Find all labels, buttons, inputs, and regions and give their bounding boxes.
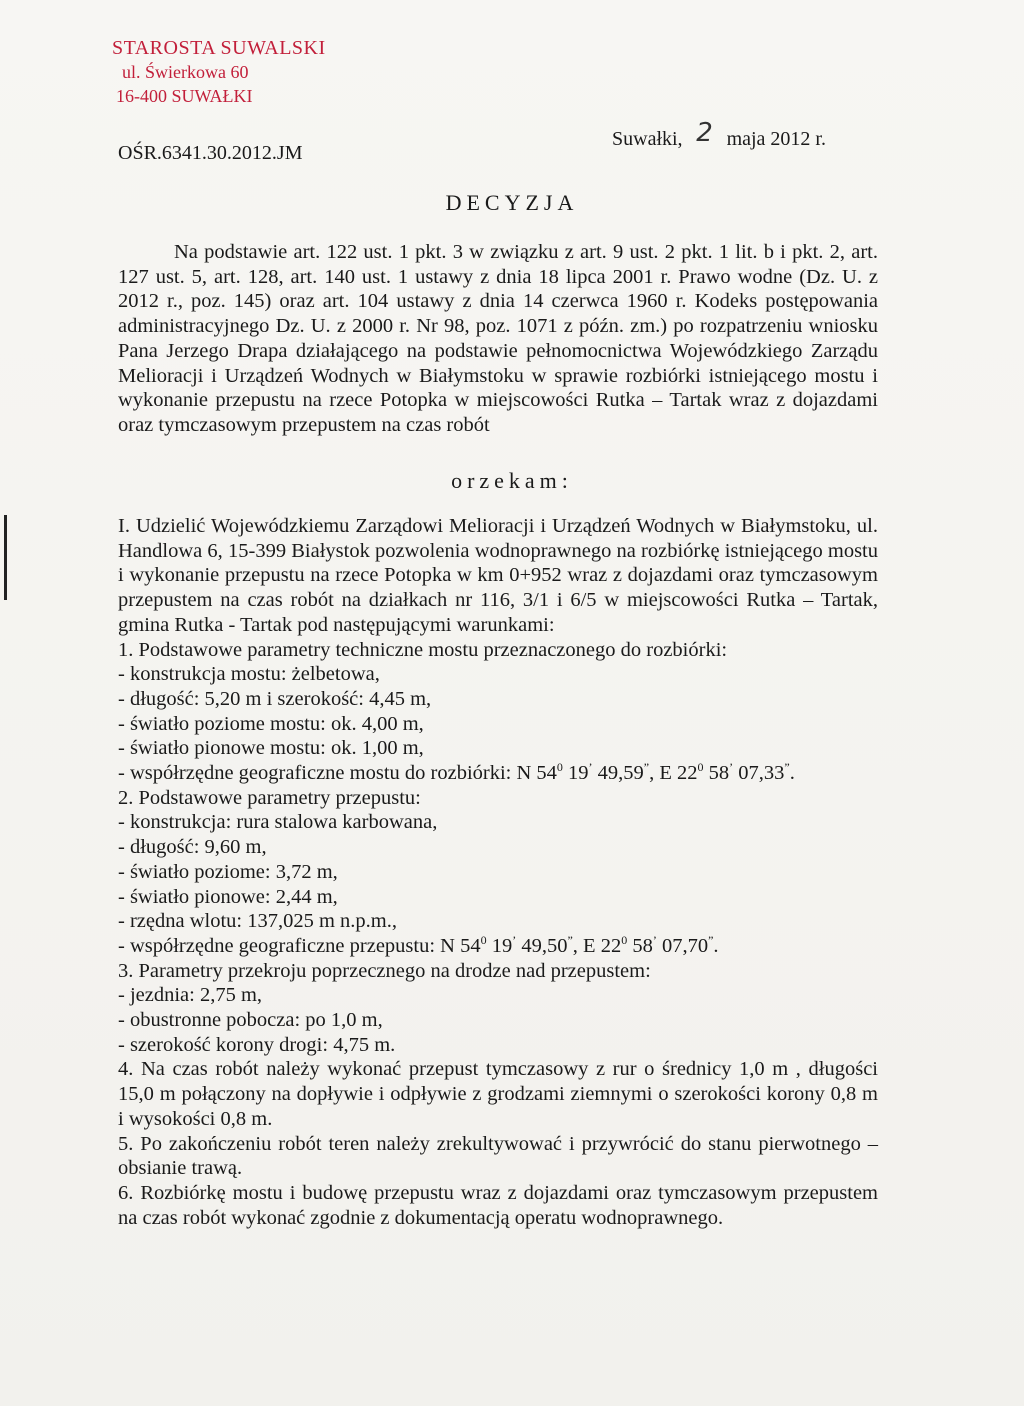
point-5: 5. Po zakończeniu robót teren należy zrekultywować i przywrócić do stanu pierwotnego – obsianie trawą. — [118, 1132, 878, 1180]
point-6: 6. Rozbiórkę mostu i budowę przepustu wraz z dojazdami oraz tymczasowym przepustem na czas robót wykonać zgodnie z dokumentacją operatu wodnoprawnego. — [118, 1181, 878, 1229]
p1-heading: 1. Podstawowe parametry techniczne mostu przeznaczonego do rozbiórki: — [118, 638, 728, 661]
ruling-body — [118, 514, 878, 1230]
section-1: I. Udzielić Wojewódzkiemu Zarządowi Melioracji i Urządzeń Wodnych w Białymstoku, ul. Handlowa 6, 15-399 Białystok pozwolenia wodnoprawnego na rozbiórkę istniejącego mostu i wykonanie przepustu na rzece Potopka w km 0+952 wraz z dojazdami oraz tymczasowym przepustem na czas robót na działkach nr 116, 3/1 i 6/5 w miejscowości Rutka – Tartak, gmina Rutka - Tartak pod następującymi warunkami: — [118, 515, 878, 636]
p1-item: - długość: 5,20 m i szerokość: 4,45 m, — [118, 687, 432, 710]
month-year: maja 2012 r. — [726, 128, 826, 150]
stamp-line-3: 16-400 SUWAŁKI — [116, 86, 253, 106]
p3-item: - jezdnia: 2,75 m, — [118, 984, 263, 1007]
p2-item: - światło poziome: 3,72 m, — [118, 860, 338, 883]
p2-item: - konstrukcja: rura stalowa karbowana, — [118, 811, 438, 834]
p1-item: - konstrukcja mostu: żelbetowa, — [118, 663, 380, 686]
legal-basis-paragraph: Na podstawie art. 122 ust. 1 pkt. 3 w związku z art. 9 ust. 2 pkt. 1 lit. b i pkt. 2, art. 127 ust. 5, art. 128, art. 140 ust. 1 ustawy z dnia 18 lipca 2001 r. Prawo wodne (Dz. U. z 2012 r., poz. 145) oraz art. 104 ustawy z dnia 14 czerwca 1960 r. Kodeks postępowania administracyjnego Dz. U. z 2000 r. Nr 98, poz. 1071 z późn. zm.) po rozpatrzeniu wniosku Pana Jerzego Drapa działającego na podstawie pełnomocnictwa Wojewódzkiego Zarządu Melioracji i Urządzeń Wodnych w Białymstoku w sprawie rozbiórki istniejącego mostu i wykonanie przepustu na rzece Potopka w miejscowości Rutka – Tartak wraz z dojazdami oraz tymczasowym przepustem na czas robót — [118, 241, 878, 436]
p2-item: - światło pionowe: 2,44 m, — [118, 885, 338, 908]
p2-item: - długość: 9,60 m, — [118, 836, 267, 859]
place: Suwałki, — [612, 128, 683, 150]
place-and-date — [612, 118, 826, 151]
p1-coordinates: - współrzędne geograficzne mostu do rozbiórki: N $54^0$ 19’ 49,59”, E $22^0$ 58’ 07,33”. — [118, 760, 795, 785]
reference-number: OŚR.6341.30.2012.JM — [118, 142, 303, 164]
p2-item: - rzędna wlotu: 137,025 m n.p.m., — [118, 910, 397, 933]
stamp-line-1: STAROSTA SUWALSKI — [112, 37, 326, 59]
p2-heading: 2. Podstawowe parametry przepustu: — [118, 786, 421, 809]
document-title: DECYZJA — [445, 190, 579, 215]
p3-heading: 3. Parametry przekroju poprzecznego na drodze nad przepustem: — [118, 959, 651, 982]
p2-coordinates: - współrzędne geograficzne przepustu: N $54^0$ 19’ 49,50”, E $22^0$ 58’ 07,70”. — [118, 932, 719, 957]
scan-edge-mark — [4, 515, 7, 600]
office-stamp — [112, 36, 326, 108]
p1-item: - światło pionowe mostu: ok. 1,00 m, — [118, 737, 424, 760]
handwritten-day: 2 — [696, 118, 713, 148]
point-4: 4. Na czas robót należy wykonać przepust tymczasowy z rur o średnicy 1,0 m , długości 15,0 m połączony na dopływie i odpływie z grodzami ziemnymi o szerokości korony 0,8 m i wysokości 0,8 m. — [118, 1058, 878, 1130]
p1-item: - światło poziome mostu: ok. 4,00 m, — [118, 712, 424, 735]
ruling-heading: orzekam: — [451, 468, 573, 493]
p3-item: - szerokość korony drogi: 4,75 m. — [118, 1033, 396, 1056]
p3-item: - obustronne pobocza: po 1,0 m, — [118, 1009, 383, 1032]
stamp-line-2: ul. Świerkowa 60 — [122, 62, 249, 82]
